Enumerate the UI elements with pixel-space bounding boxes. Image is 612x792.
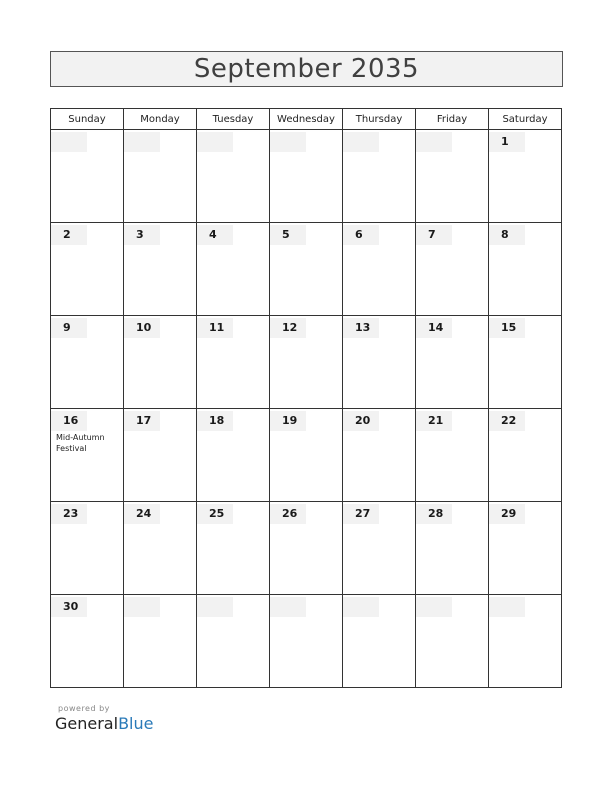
day-cell (343, 316, 416, 409)
weekday-header-row (51, 109, 562, 130)
day-number: 14 (416, 318, 452, 338)
day-number: 30 (51, 597, 87, 617)
weekday-thursday: Thursday (343, 109, 416, 130)
day-number (343, 132, 379, 152)
day-cell (416, 130, 489, 223)
day-cell (416, 316, 489, 409)
day-number: 21 (416, 411, 452, 431)
day-number (270, 132, 306, 152)
brand-logo (55, 714, 153, 733)
day-number: 13 (343, 318, 379, 338)
day-cell (343, 595, 416, 688)
day-cell (197, 595, 270, 688)
day-cell (197, 316, 270, 409)
day-number: 8 (489, 225, 525, 245)
day-number: 23 (51, 504, 87, 524)
day-cell (197, 502, 270, 595)
day-number: 28 (416, 504, 452, 524)
brand-blue: Blue (118, 714, 154, 733)
day-cell (124, 316, 197, 409)
day-cell (270, 502, 343, 595)
weekday-sunday: Sunday (51, 109, 124, 130)
day-number: 20 (343, 411, 379, 431)
weekday-tuesday: Tuesday (197, 109, 270, 130)
day-cell (489, 502, 562, 595)
weekday-wednesday: Wednesday (270, 109, 343, 130)
day-number (270, 597, 306, 617)
day-cell (270, 316, 343, 409)
week-row (51, 130, 562, 223)
day-cell (51, 130, 124, 223)
day-number: 19 (270, 411, 306, 431)
day-cell (124, 595, 197, 688)
day-number: 29 (489, 504, 525, 524)
day-number: 4 (197, 225, 233, 245)
week-row (51, 409, 562, 502)
week-row (51, 502, 562, 595)
day-cell (197, 223, 270, 316)
day-cell (124, 502, 197, 595)
day-number (124, 132, 160, 152)
day-cell (489, 595, 562, 688)
week-row (51, 595, 562, 688)
day-number: 9 (51, 318, 87, 338)
day-number (489, 597, 525, 617)
day-cell (489, 130, 562, 223)
day-cell (489, 409, 562, 502)
day-number: 3 (124, 225, 160, 245)
day-number: 18 (197, 411, 233, 431)
day-cell (416, 223, 489, 316)
day-number: 26 (270, 504, 306, 524)
day-cell (124, 130, 197, 223)
day-number (416, 132, 452, 152)
day-cell (124, 409, 197, 502)
day-number: 6 (343, 225, 379, 245)
title-box (50, 51, 563, 87)
day-cell (343, 502, 416, 595)
week-row (51, 316, 562, 409)
brand-general: General (55, 714, 119, 733)
day-number: 27 (343, 504, 379, 524)
weekday-friday: Friday (416, 109, 489, 130)
day-number (51, 132, 87, 152)
day-number (124, 597, 160, 617)
day-cell (51, 409, 124, 502)
day-cell (416, 502, 489, 595)
day-cell (270, 409, 343, 502)
day-number: 25 (197, 504, 233, 524)
day-cell (51, 316, 124, 409)
day-cell (51, 502, 124, 595)
event-label: Mid-Autumn Festival (56, 433, 105, 453)
day-number (343, 597, 379, 617)
calendar-title: September 2035 (193, 54, 420, 84)
day-cell (343, 130, 416, 223)
footer (55, 704, 153, 733)
day-number: 22 (489, 411, 525, 431)
day-number: 12 (270, 318, 306, 338)
weekday-saturday: Saturday (489, 109, 562, 130)
day-cell (489, 316, 562, 409)
day-number (197, 597, 233, 617)
day-cell (343, 223, 416, 316)
day-cell (489, 223, 562, 316)
day-cell (51, 595, 124, 688)
day-number (197, 132, 233, 152)
day-number: 2 (51, 225, 87, 245)
day-cell (270, 223, 343, 316)
day-number: 15 (489, 318, 525, 338)
day-cell (124, 223, 197, 316)
day-number: 17 (124, 411, 160, 431)
powered-by-text: powered by (58, 704, 110, 713)
day-number: 5 (270, 225, 306, 245)
weekday-monday: Monday (124, 109, 197, 130)
week-row (51, 223, 562, 316)
day-cell (197, 130, 270, 223)
day-cell (416, 409, 489, 502)
day-cell (197, 409, 270, 502)
day-cell (416, 595, 489, 688)
calendar-grid (50, 108, 562, 688)
day-number: 24 (124, 504, 160, 524)
day-number: 7 (416, 225, 452, 245)
day-number: 1 (489, 132, 525, 152)
day-number: 11 (197, 318, 233, 338)
day-cell (270, 130, 343, 223)
day-cell (343, 409, 416, 502)
day-number (416, 597, 452, 617)
day-cell (270, 595, 343, 688)
day-cell (51, 223, 124, 316)
day-number: 16 (51, 411, 87, 431)
day-number: 10 (124, 318, 160, 338)
calendar-body (51, 130, 562, 688)
